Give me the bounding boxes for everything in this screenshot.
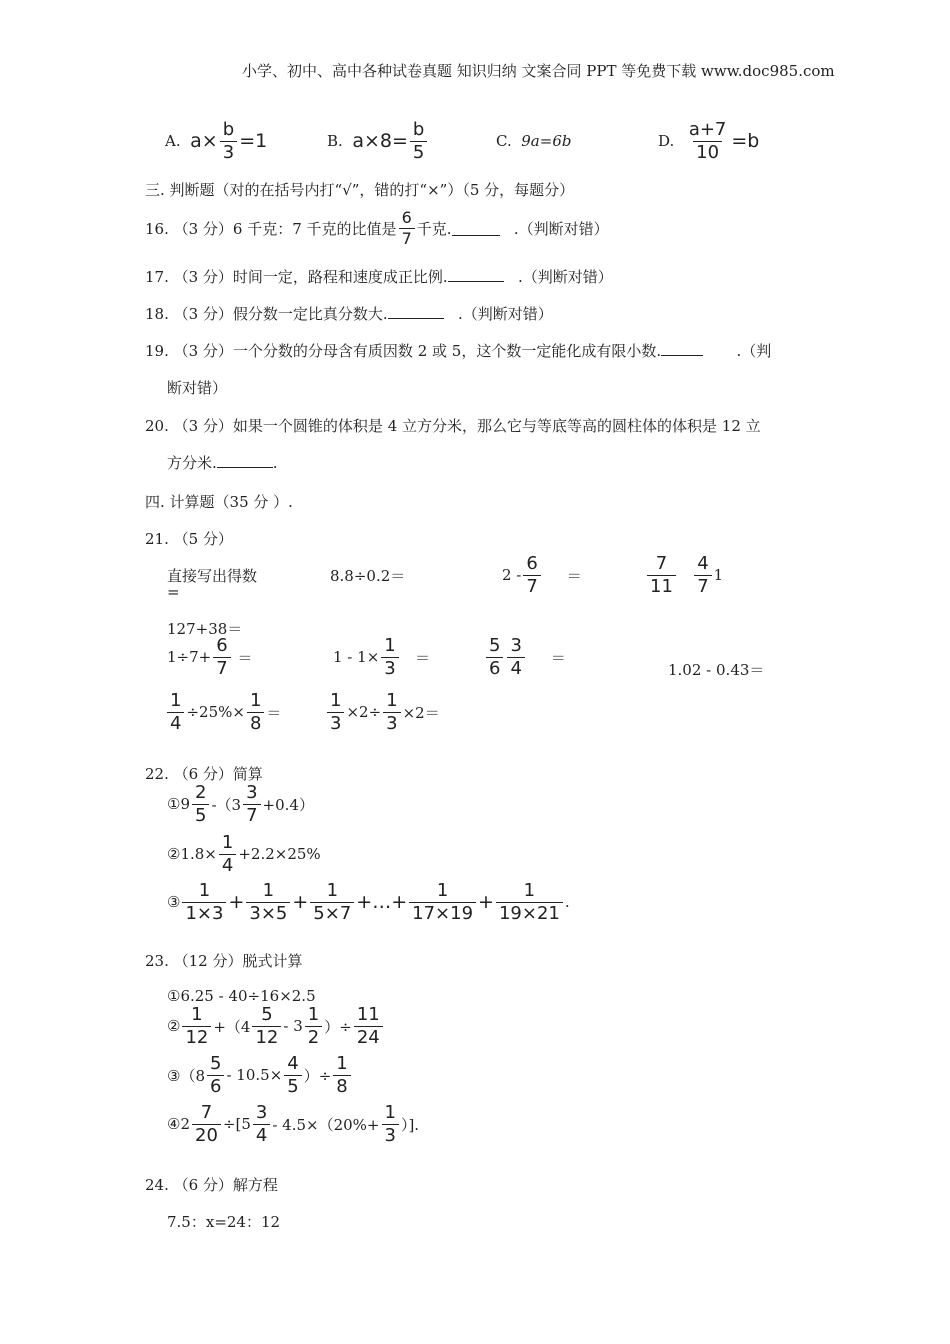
option-c: C. 9a=6b bbox=[496, 132, 572, 150]
question-17: 17. （3 分）时间一定，路程和速度成正比例. .（判断对错） bbox=[145, 268, 613, 286]
q21-calc-1: 8.8÷0.2＝ bbox=[330, 567, 406, 585]
q22-expr-1: ①9 $\frac{2}{5}$ -（3 $\frac{3}{7}$ +0.4） bbox=[167, 781, 314, 826]
question-19-cont: 断对错） bbox=[167, 379, 228, 397]
q24-equation: 7.5：x=24：12 bbox=[167, 1213, 281, 1231]
q23-expr-4: ④2 $\frac{7}{20}$ ÷[5 $\frac{3}{4}$ - 4.5×（20%+ $\frac{1}{3}$ ）]. bbox=[167, 1101, 420, 1146]
q22-expr-3: ③ $\frac{1}{1\times 3}$ + $\frac{1}{3\times 5}$ + $\frac{1}{5\times 7}$ +…+ $\frac{1}{17\times 19}$ + $\frac{1}{19\times 21}$ . bbox=[167, 879, 570, 924]
question-20-cont: 方分米. . bbox=[167, 454, 278, 472]
q21-calc-10: $\frac{1}{3}$ ×2÷ $\frac{1}{3}$ ×2＝ bbox=[325, 690, 440, 734]
q21-calc-4: 127+38＝ bbox=[167, 620, 243, 638]
question-16: 16. （3 分）6 千克：7 千克的比值是 $\frac{6}{7}$ 千克. .（判断对错） bbox=[145, 207, 609, 248]
q23-expr-1: ①6.25 - 40÷16×2.5 bbox=[167, 987, 316, 1005]
question-19: 19. （3 分）一个分数的分母含有质因数 2 或 5，这个数一定能化成有限小数. .（判 bbox=[145, 342, 772, 360]
question-18: 18. （3 分）假分数一定比真分数大. .（判断对错） bbox=[145, 305, 553, 323]
q21-calc-9: $\frac{1}{4}$ ÷25%× $\frac{1}{8}$ ＝ bbox=[165, 690, 281, 734]
section-4-title: 四. 计算题（35 分 ）. bbox=[145, 493, 293, 511]
q21-calc-6: 1 - 1× $\frac{1}{3}$ ＝ bbox=[333, 634, 431, 679]
q21-calc-2: 2 - $\frac{6}{7}$ ＝ bbox=[502, 552, 582, 597]
q21-calc-3: $\frac{7}{11}$ $\frac{4}{7}$ 1 bbox=[645, 553, 723, 597]
q21-calc-7: $\frac{5}{6}$ $\frac{3}{4}$ ＝ bbox=[484, 635, 566, 679]
q21-calc-8: 1.02 - 0.43＝ bbox=[668, 661, 765, 679]
option-d: D. $\frac{a+7}{10}$ =b bbox=[658, 118, 760, 163]
q21-label-eq: = bbox=[167, 583, 180, 601]
q23-expr-2: ② $\frac{1}{12}$ +（4 $\frac{5}{12}$ - 3 $\frac{1}{2}$ ）÷ $\frac{11}{24}$ bbox=[167, 1004, 385, 1048]
option-b: B. a×8= $\frac{b}{5}$ bbox=[327, 118, 429, 164]
page-header: 小学、初中、高中各种试卷真题 知识归纳 文案合同 PPT 等免费下载 www.doc985.com bbox=[242, 62, 835, 80]
question-21-head: 21. （5 分） bbox=[145, 530, 233, 548]
section-3-title: 三. 判断题（对的在括号内打“√”，错的打“×”）（5 分，每题分） bbox=[145, 181, 575, 199]
q21-label: 直接写出得数 bbox=[167, 567, 258, 585]
option-a: A. a× $\frac{b}{3}$ =1 bbox=[165, 118, 268, 163]
q21-calc-5: 1÷7+ $\frac{6}{7}$ ＝ bbox=[167, 634, 253, 679]
q22-expr-2: ②1.8× $\frac{1}{4}$ +2.2×25% bbox=[167, 831, 321, 876]
question-20: 20. （3 分）如果一个圆锥的体积是 4 立方分米，那么它与等底等高的圆柱体的体积是 12 立 bbox=[145, 417, 761, 435]
question-22-head: 22. （6 分）简算 bbox=[145, 765, 263, 783]
q23-expr-3: ③（8 $\frac{5}{6}$ - 10.5× $\frac{4}{5}$ ）÷ $\frac{1}{8}$ bbox=[167, 1053, 353, 1097]
question-24-head: 24. （6 分）解方程 bbox=[145, 1176, 278, 1194]
question-23-head: 23. （12 分）脱式计算 bbox=[145, 952, 303, 970]
